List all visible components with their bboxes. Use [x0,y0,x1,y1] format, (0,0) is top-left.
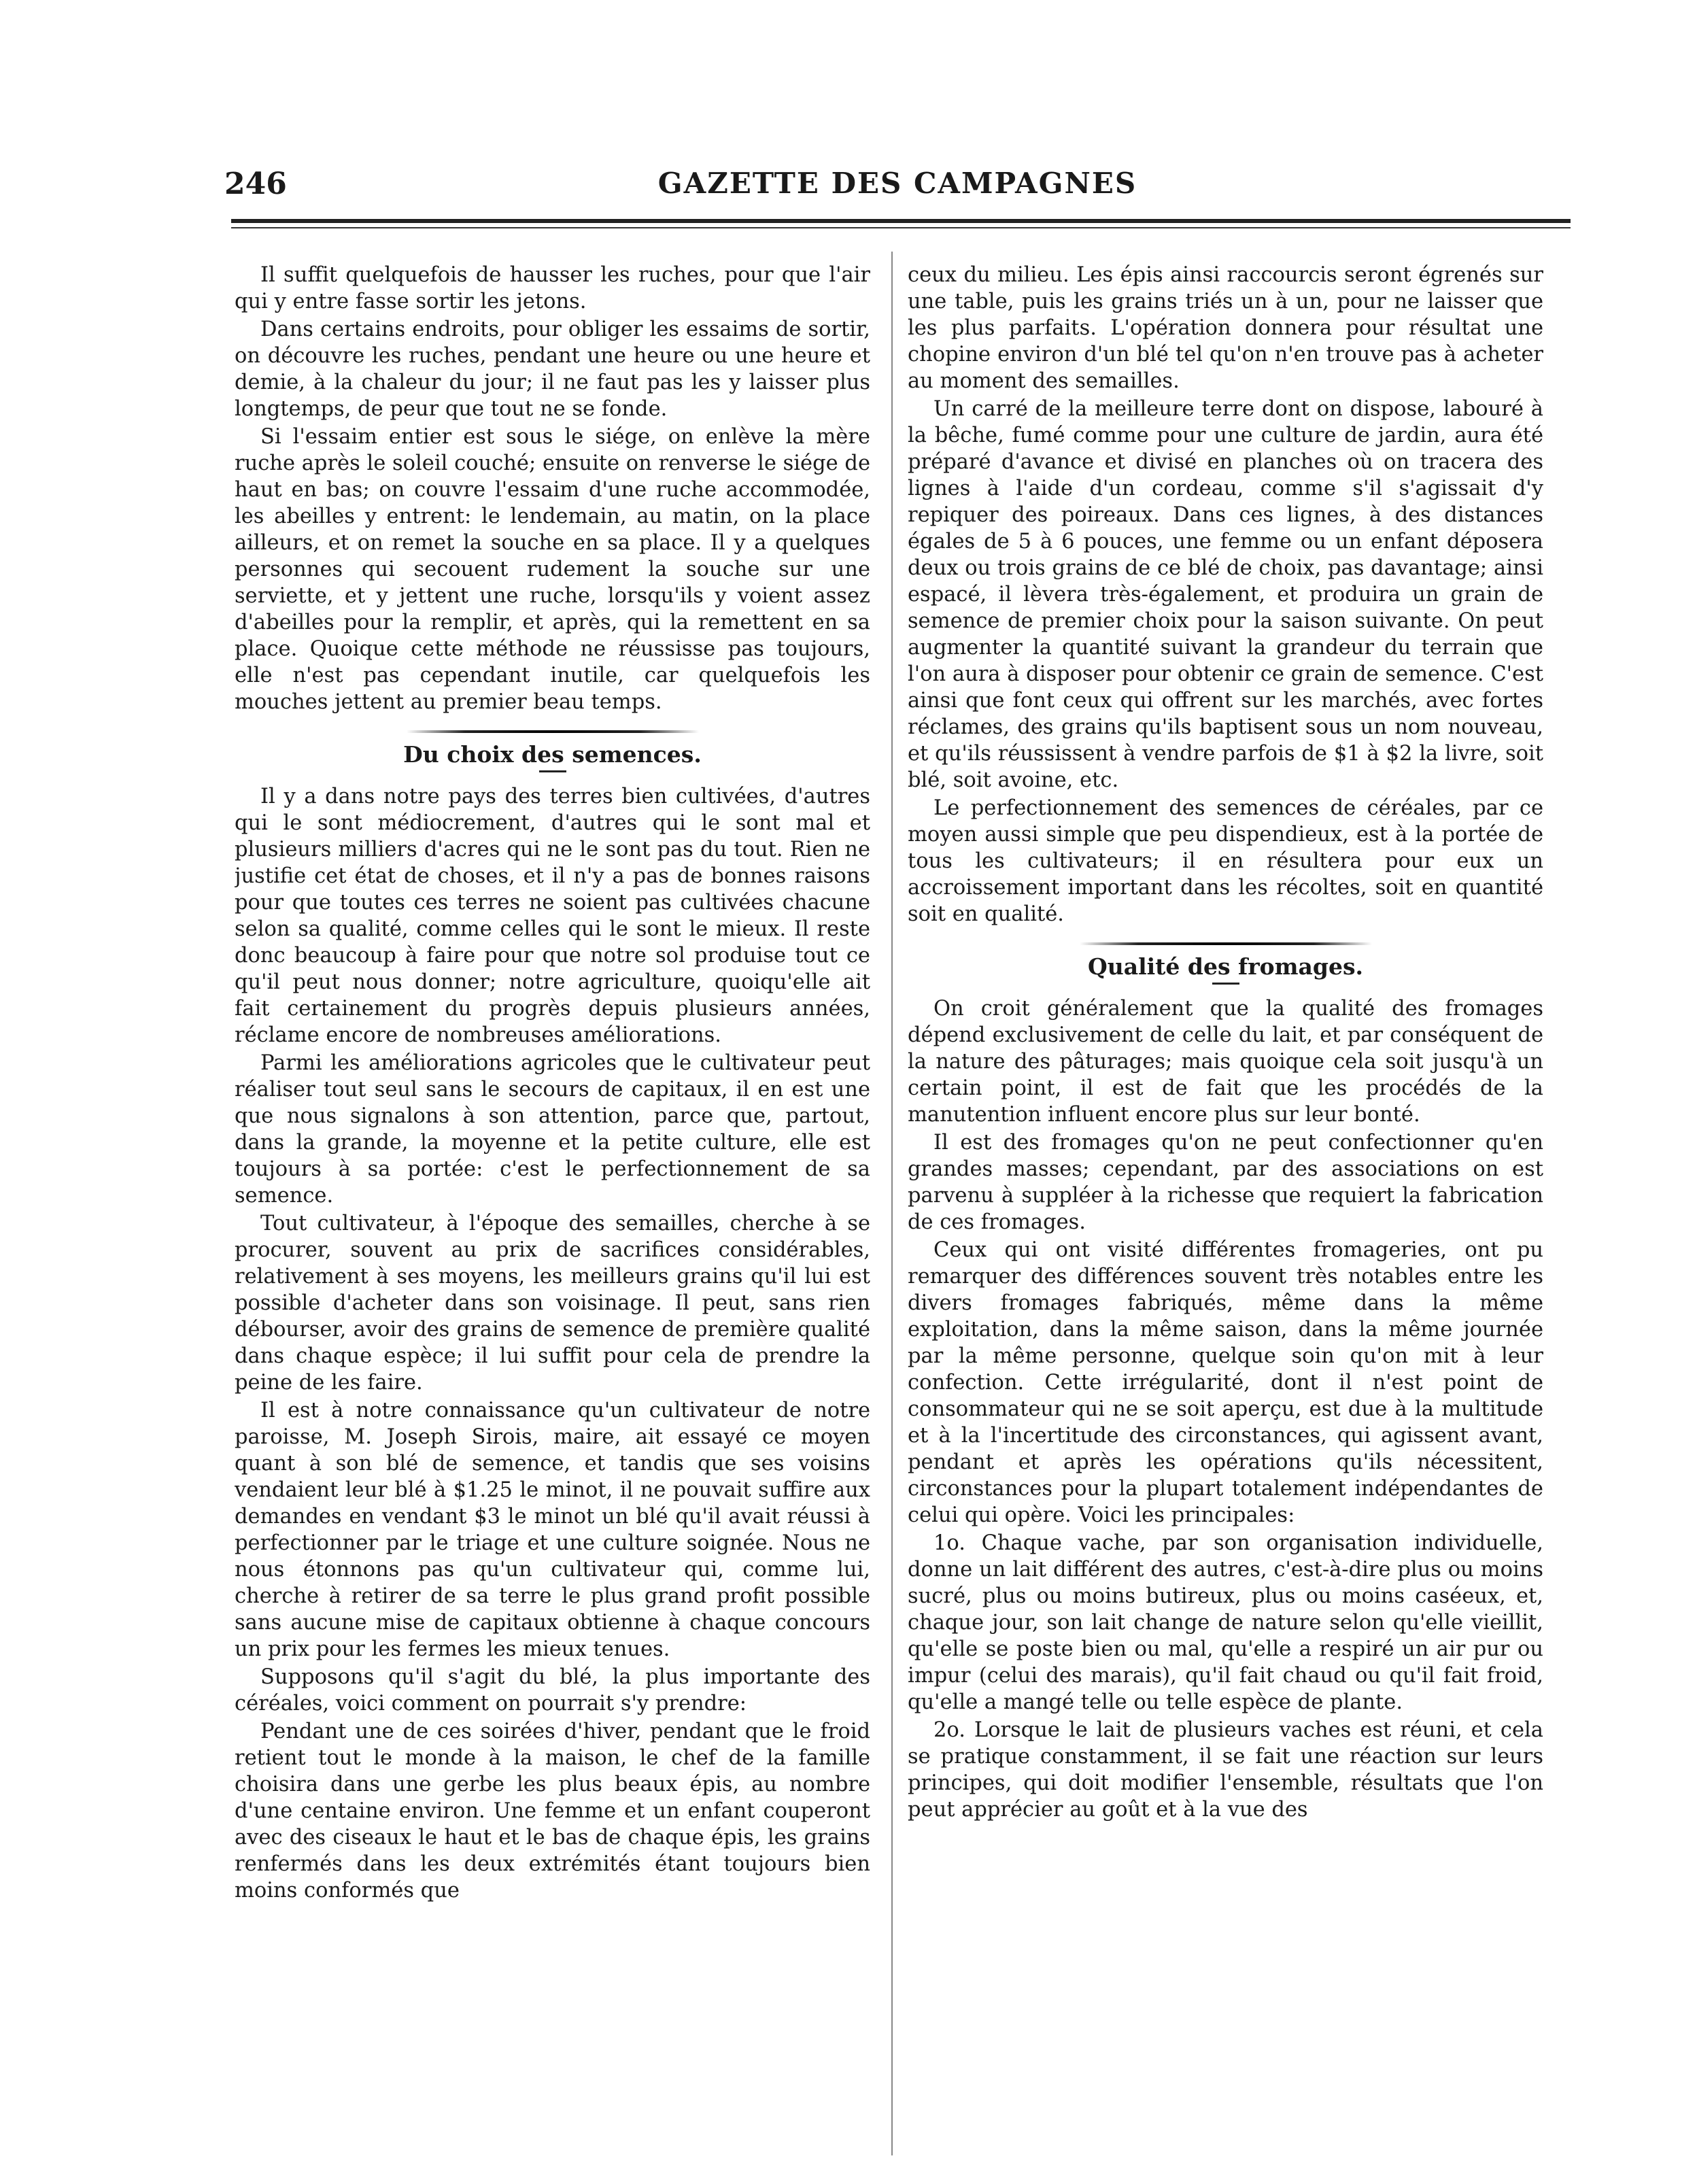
section-title: Du choix des semences. [403,741,702,768]
ornamental-rule [1080,942,1372,945]
page-title: GAZETTE DES CAMPAGNES [657,167,1137,200]
paragraph: Un carré de la meilleure terre dont on dispose, labouré à la bêche, fumé comme pour une culture de jardin, aura été préparé d'avance et divisé en planches où on tracera des lignes à l'aide d'un cordeau, comme s'il s'agissait d'y repiquer des poireaux. Dans ces lignes, à des distances égales de 5 à 6 pouces, une femme ou un enfant déposera deux ou trois grains de ce blé de choix, pas davantage; ainsi espacé, il lèvera très-également, et produira un grain de semence de premier choix pour la saison suivante. On peut augmenter la quantité suivant la grandeur du terrain que l'on aura à disposer pour obtenir ce grain de semence. C'est ainsi que font ceux qui offrent sur les marchés, avec fortes réclames, des grains qu'ils baptisent sous un nom nouveau, et qu'ils réussissent à vendre parfois de $1 à $2 la livre, soit blé, soit avoine, etc. [908,397,1543,792]
page-header [224,167,1571,214]
left-column [235,262,870,2152]
paragraph: Il y a dans notre pays des terres bien cultivées, d'autres qui le sont médiocrement, d'autres qui le sont mal et plusieurs milliers d'acres qui ne le sont pas du tout. Rien ne justifie cet état de choses, et il n'y a pas de bonnes raisons pour que toutes ces terres ne soient pas cultivées chacune selon sa qualité, comme celles qui le sont le mieux. Il reste donc beaucoup à faire pour que notre sol produise tout ce qu'il peut nous donner; notre agriculture, quoiqu'elle ait fait certainement du progrès depuis plusieurs années, réclame encore de nombreuses améliorations. [235,785,870,1047]
section-heading [235,730,870,772]
paragraph: Parmi les améliorations agricoles que le cultivateur peut réaliser tout seul sans le secours de capitaux, il en est une que nous signalons à son attention, parce que, partout, dans la grande, la moyenne et la petite culture, elle est toujours à sa portée: c'est le perfectionnement de sa semence. [235,1051,870,1208]
short-rule [539,770,566,772]
header-rule-thin [231,227,1571,228]
paragraph: Le perfectionnement des semences de céréales, par ce moyen aussi simple que peu dispendieux, est à la portée de tous les cultivateurs; il en résultera pour eux un accroissement important dans les récoltes, soit en quantité soit en qualité. [908,796,1543,926]
paragraph: ceux du milieu. Les épis ainsi raccourcis seront égrenés sur une table, puis les grains triés un à un, pour ne laisser que les plus parfaits. L'opération donnera pour résultat une chopine environ d'un blé tel qu'on n'en trouve pas à acheter au moment des semailles. [908,263,1543,393]
section-heading [908,942,1543,985]
page-number: 246 [224,167,287,201]
paragraph: 2o. Lorsque le lait de plusieurs vaches est réuni, et cela se pratique constamment, il se fait une réaction sur leurs principes, qui doit modifier l'ensemble, résultats que l'on peut apprécier au goût et à la vue des [908,1718,1543,1822]
paragraph: Tout cultivateur, à l'époque des semailles, cherche à se procurer, souvent au prix de sacrifices considérables, relativement à ses moyens, les meilleurs grains qu'il lui est possible d'acheter dans son voisinage. Il peut, sans rien débourser, avoir des grains de semence de première qualité dans chaque espèce; il lui suffit pour cela de prendre la peine de les faire. [235,1212,870,1395]
paragraph: Ceux qui ont visité différentes fromageries, ont pu remarquer des différences souvent très notables entre les divers fromages fabriqués, même dans la même exploitation, dans la même saison, dans la même journée par la même personne, quelque soin qu'on mit à leur confection. Cette irrégularité, dont il n'est point de consommateur qui ne se soit aperçu, est due à la multitude et à la l'incertitude des circonstances, qui agissent avant, pendant et après les opérations qu'ils nécessitent, circonstances pour la plupart totalement indépendantes de celui qui opère. Voici les principales: [908,1238,1543,1527]
paragraph: 1o. Chaque vache, par son organisation individuelle, donne un lait différent des autres, c'est-à-dire plus ou moins sucré, plus ou moins butireux, plus ou moins caséeux, et, chaque jour, son lait change de nature selon qu'elle vieillit, qu'elle se poste bien ou mal, qu'elle a respiré un air pur ou impur (celui des marais), qu'il fait chaud ou qu'il fait froid, qu'elle a mangé telle ou telle espèce de plante. [908,1531,1543,1714]
paragraph: Si l'essaim entier est sous le siége, on enlève la mère ruche après le soleil couché; ensuite on renverse le siége de haut en bas; on couvre l'essaim d'une ruche accommodée, les abeilles y entrent: le lendemain, au matin, on la place ailleurs, et on remet la souche en sa place. Il y a quelques personnes qui secouent rudement la souche sur une serviette, et y jettent une ruche, lorsqu'ils y voient assez d'abeilles pour la remplir, et après, qui la remettent en sa place. Quoique cette méthode ne réussisse pas toujours, elle n'est pas cependant inutile, car quelquefois les mouches jettent au premier beau temps. [235,425,870,714]
ornamental-rule [407,730,699,733]
paragraph: Supposons qu'il s'agit du blé, la plus importante des céréales, voici comment on pourrait s'y prendre: [235,1665,870,1716]
header-rule-thick [231,219,1571,223]
right-column [908,262,1543,2152]
paragraph: Pendant une de ces soirées d'hiver, pendant que le froid retient tout le monde à la maison, le chef de la famille choisira dans une gerbe les plus beaux épis, au nombre d'une centaine environ. Une femme et un enfant couperont avec des ciseaux le haut et le bas de chaque épis, les grains renfermés dans les deux extrémités étant toujours bien moins conformés que [235,1720,870,1903]
paragraph: Il est des fromages qu'on ne peut confectionner qu'en grandes masses; cependant, par des associations on est parvenu à suppléer à la richesse que requiert la fabrication de ces fromages. [908,1131,1543,1234]
paragraph: Il est à notre connaissance qu'un cultivateur de notre paroisse, M. Joseph Sirois, maire, ait essayé ce moyen quant à son blé de semence, et tandis que ses voisins vendaient leur blé à $1.25 le minot, il ne pouvait suffire aux demandes en vendant $3 le minot un blé qu'il avait réussi à perfectionner par le triage et une culture soignée. Nous ne nous étonnons pas qu'un cultivateur qui, comme lui, cherche à retirer de sa terre le plus grand profit possible sans aucune mise de capitaux obtienne à chaque concours un prix pour les fermes les mieux tenues. [235,1399,870,1661]
column-divider [891,252,893,2155]
short-rule [1212,983,1239,985]
paragraph: Il suffit quelquefois de hausser les ruches, pour que l'air qui y entre fasse sortir les jetons. [235,263,870,313]
section-title: Qualité des fromages. [1087,953,1364,980]
paragraph: On croit généralement que la qualité des fromages dépend exclusivement de celle du lait, et par conséquent de la nature des pâturages; mais quoique cela soit jusqu'à un certain point, il est de fait que les procédés de la manutention influent encore plus sur leur bonté. [908,997,1543,1127]
paragraph: Dans certains endroits, pour obliger les essaims de sortir, on découvre les ruches, pendant une heure ou une heure et demie, à la chaleur du jour; il ne faut pas les y laisser plus longtemps, de peur que tout ne se fonde. [235,318,870,421]
